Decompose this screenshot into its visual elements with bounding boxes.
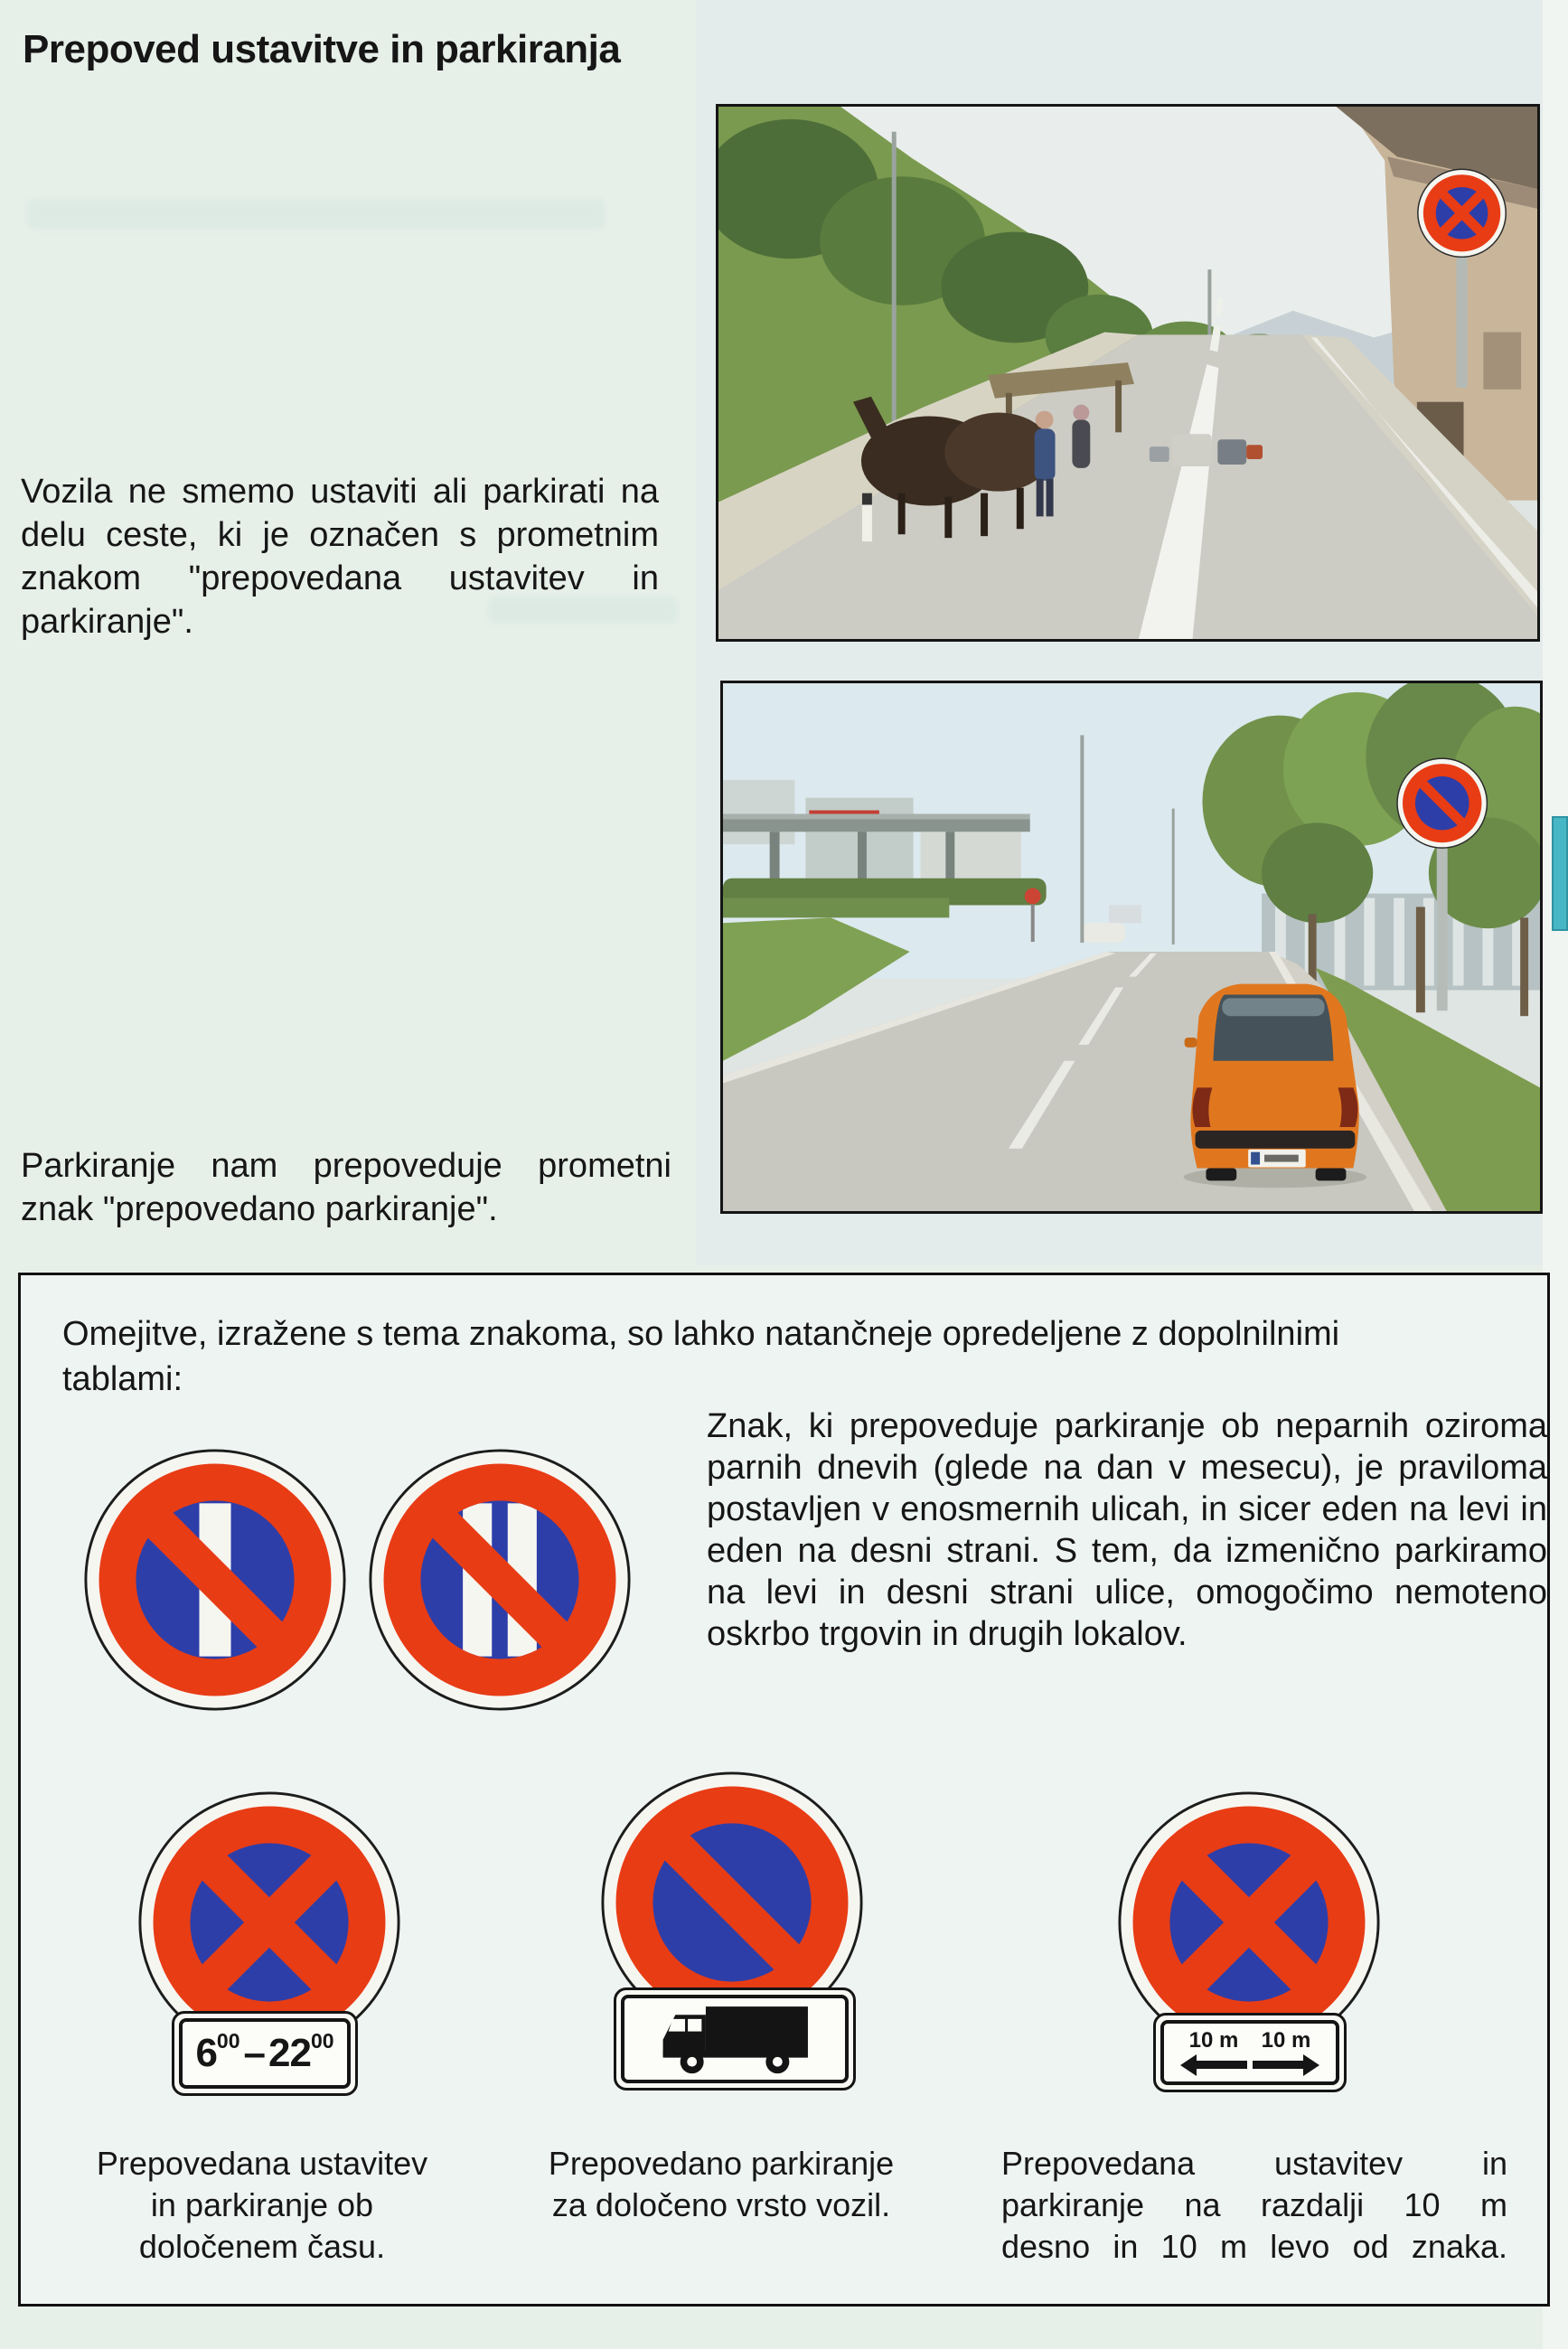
truck-icon — [633, 2001, 837, 2077]
orange-car — [1184, 984, 1367, 1189]
panel-body-text: Znak, ki prepoveduje parkiranje ob neparnih oziroma parnih dnevih (glede na dan v mesecu), je praviloma postavljen v enosmernih ulicah, in sicer eden na levi in eden na desni strani. S tem, da izmenično parkiramo na levi in desni strani ulice, omogočimo nemoteno oskrbo trgovin in drugih lokalov. — [707, 1407, 1547, 1653]
bleed-through — [27, 199, 606, 230]
caption-time-sign: Prepovedana ustavitev in parkiranje ob določenem času. — [96, 2145, 428, 2265]
photo-no-parking-street — [720, 681, 1543, 1214]
paragraph-no-stopping: Vozila ne smemo ustaviti ali parkirati na delu ceste, ki je označen s prometnim znakom "prepovedana ustavitev in parkiranje". — [21, 473, 659, 641]
distance-left-label: 10 m — [1188, 2027, 1239, 2053]
distance-right-label: 10 m — [1261, 2027, 1311, 2053]
marker-post — [862, 493, 872, 541]
panel-lead-text: Omejitve, izražene s tema znakoma, so lahko natančneje opredeljene z dopolnilnimi tablami: — [62, 1315, 1340, 1398]
paragraph-no-parking: Parkiranje nam prepoveduje prometni znak "prepovedano parkiranje". — [21, 1147, 671, 1228]
lamp-post — [1207, 269, 1211, 344]
distance-plate — [1153, 2013, 1347, 2092]
distance-left — [1180, 2027, 1247, 2076]
chapter-tab — [1552, 816, 1568, 931]
time-plate — [172, 2011, 358, 2096]
photo2-scene — [723, 683, 1540, 1211]
page-title: Prepoved ustavitve in parkiranja — [23, 27, 621, 71]
caption-truck-sign: Prepovedano parkiranje za določeno vrsto vozil. — [548, 2145, 895, 2223]
caption-distance-sign: Prepovedana ustavitev in parkiranje na razdalji 10 m desno in 10 m levo od znaka. — [1001, 2145, 1507, 2265]
supplementary-panel — [18, 1273, 1550, 2307]
no-parking-even-days-sign — [368, 1448, 632, 1712]
distance-right — [1253, 2027, 1319, 2076]
photo1-scene — [718, 107, 1537, 639]
left-arrow-icon — [1180, 2054, 1247, 2076]
photo-no-stopping-road — [716, 104, 1540, 642]
time-plate-text: $6^{00}-22^{00}$ — [195, 2029, 334, 2075]
no-parking-odd-days-sign — [83, 1448, 347, 1712]
right-arrow-icon — [1253, 2054, 1319, 2076]
truck-plate — [614, 1987, 856, 2091]
